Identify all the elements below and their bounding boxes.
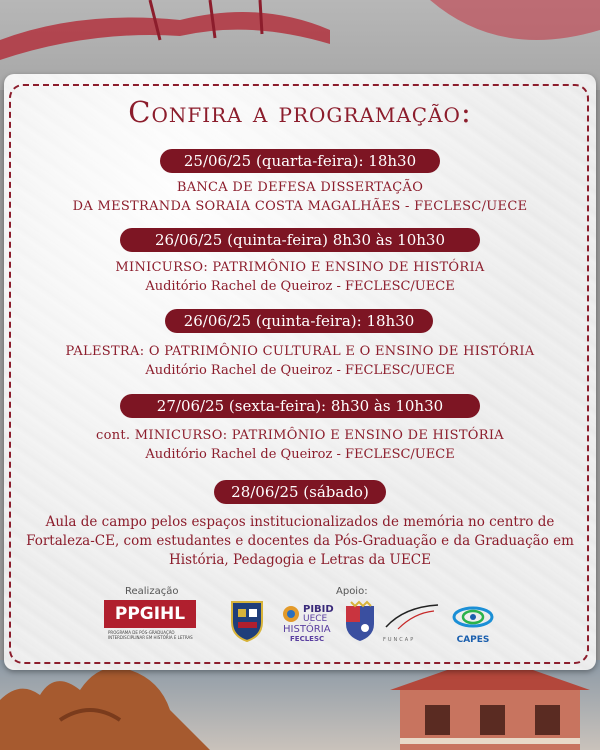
event-date-1: 25/06/25 (quarta-feira): 18h30 (160, 149, 440, 173)
ppgihl-logo: PPGIHL (104, 600, 196, 628)
event-3-line-1: PALESTRA: O PATRIMÔNIO CULTURAL E O ENSINO DE HISTÓRIA (65, 344, 535, 359)
ppgihl-subtitle: PROGRAMA DE PÓS-GRADUAÇÃO INTERDISCIPLINAR EM HISTÓRIA E LETRAS (108, 630, 193, 640)
capes-logo (452, 600, 494, 634)
capes-label: CAPES (456, 635, 490, 645)
funcap-swoosh-logo (384, 603, 440, 633)
event-date-4: 27/06/25 (sexta-feira): 8h30 às 10h30 (120, 394, 480, 418)
event-date-2: 26/06/25 (quinta-feira) 8h30 às 10h30 (120, 228, 480, 252)
event-1-line-2: DA MESTRANDA SORAIA COSTA MAGALHÃES - FECLESC/UECE (72, 199, 528, 214)
page-title: Confira a programação: (128, 95, 472, 129)
realizacao-label: Realização (125, 586, 179, 597)
pibid-flower-icon (281, 604, 301, 624)
funcap-label: FUNCAP (383, 637, 416, 643)
feclesc-crest-logo (228, 600, 266, 642)
pibid-historia-label: HISTÓRIA (283, 624, 331, 635)
decorative-roof-graphic (0, 0, 600, 80)
event-1-line-1: BANCA DE DEFESA DISSERTAÇÃO (176, 180, 424, 195)
event-5-line-1: Aula de campo pelos espaços institucionalizados de memória no centro de (45, 514, 555, 530)
event-date-5: 28/06/25 (sábado) (214, 480, 386, 504)
event-5-line-3: História, Pedagogia e Letras da UECE (169, 552, 431, 568)
event-4-line-2: Auditório Rachel de Queiroz - FECLESC/UECE (145, 447, 455, 462)
rock-formation-photo (0, 660, 230, 750)
pibid-feclesc-label: FECLESC (290, 635, 325, 643)
apoio-label: Apoio: (336, 586, 368, 597)
event-date-3: 26/06/25 (quinta-feira): 18h30 (165, 309, 433, 333)
event-3-line-2: Auditório Rachel de Queiroz - FECLESC/UECE (145, 363, 455, 378)
pibid-uece-label: UECE (303, 614, 328, 624)
event-2-line-1: MINICURSO: PATRIMÔNIO E ENSINO DE HISTÓRIA (115, 260, 485, 275)
event-4-line-1: cont. MINICURSO: PATRIMÔNIO E ENSINO DE HISTÓRIA (96, 428, 504, 443)
event-2-line-2: Auditório Rachel de Queiroz - FECLESC/UECE (145, 279, 455, 294)
pibid-label: PIBID (303, 604, 334, 615)
uece-crest-logo (343, 600, 377, 642)
event-5-line-2: Fortaleza-CE, com estudantes e docentes da Pós-Graduação e da Graduação em (26, 533, 574, 549)
